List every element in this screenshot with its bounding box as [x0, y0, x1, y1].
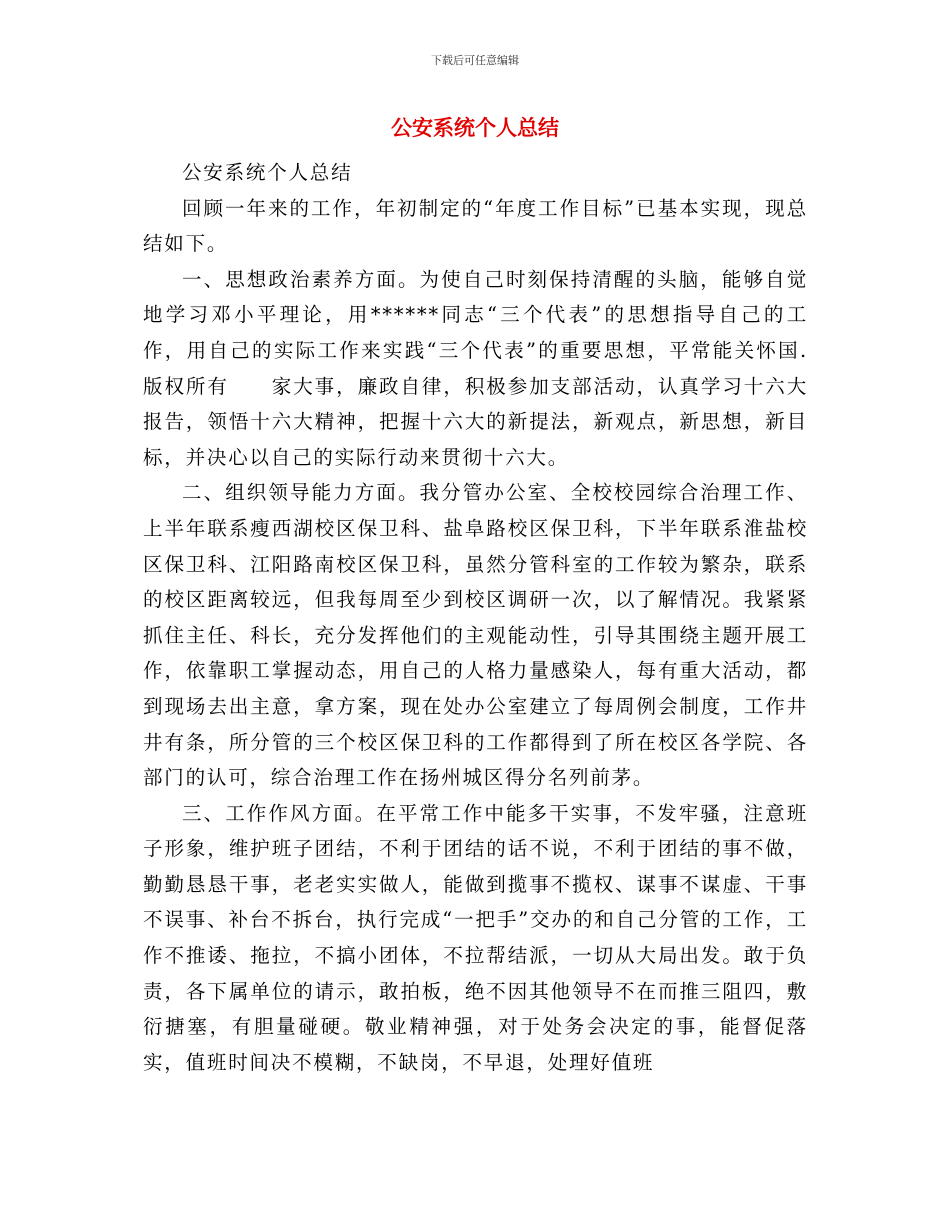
paragraph-leadership: 二、组织领导能力方面。我分管办公室、全校校园综合治理工作、上半年联系瘦西湖校区保卫科、盐阜路校区保卫科，下半年联系淮盐校区保卫科、江阳路南校区保卫科，虽然分管科室的工作较为繁杂，联系的校区距离较远，但我每周至少到校区调研一次，以了解情况。我紧紧抓住主任、科长，充分发挥他们的主观能动性，引导其围绕主题开展工作，依靠职工掌握动态，用自己的人格力量感染人，每有重大活动，都到现场去出主意，拿方案，现在处办公室建立了每周例会制度，工作井井有条，所分管的三个校区保卫科的工作都得到了所在校区各学院、各部门的认可，综合治理工作在扬州城区得分名列前茅。	[143, 481, 808, 790]
paragraph-political: 一、思想政治素养方面。为使自己时刻保持清醒的头脑，能够自觉地学习邓小平理论，用******同志“三个代表”的思想指导自己的工作，用自己的实际工作来实践“三个代表”的重要思想，平常能关怀国.版权所有 家大事，廉政自律，积极参加支部活动，认真学习十六大报告，领悟十六大精神，把握十六大的新提法，新观点，新思想，新目标，并决心以自己的实际行动来贯彻十六大。	[143, 267, 808, 469]
page-header-note: 下载后可任意编辑	[431, 54, 519, 67]
document-subtitle: 公安系统个人总结	[182, 161, 353, 184]
paragraph-intro: 回顾一年来的工作，年初制定的“年度工作目标”已基本实现，现总结如下。	[143, 196, 808, 256]
document-title: 公安系统个人总结	[391, 116, 559, 140]
document-body	[143, 155, 808, 1080]
paragraph-work-style: 三、工作作风方面。在平常工作中能多干实事，不发牢骚，注意班子形象，维护班子团结，不利于团结的话不说，不利于团结的事不做，勤勤恳恳干事，老老实实做人，能做到揽事不揽权、谋事不谋虚、干事不误事、补台不拆台，执行完成“一把手”交办的和自己分管的工作，工作不推诿、拖拉，不搞小团体，不拉帮结派，一切从大局出发。敢于负责，各下属单位的请示，敢拍板，绝不因其他领导不在而推三阻四，敷衍搪塞，有胆量碰硬。敬业精神强，对于处务会决定的事，能督促落实，值班时间决不模糊，不缺岗，不早退，处理好值班	[143, 801, 808, 1074]
